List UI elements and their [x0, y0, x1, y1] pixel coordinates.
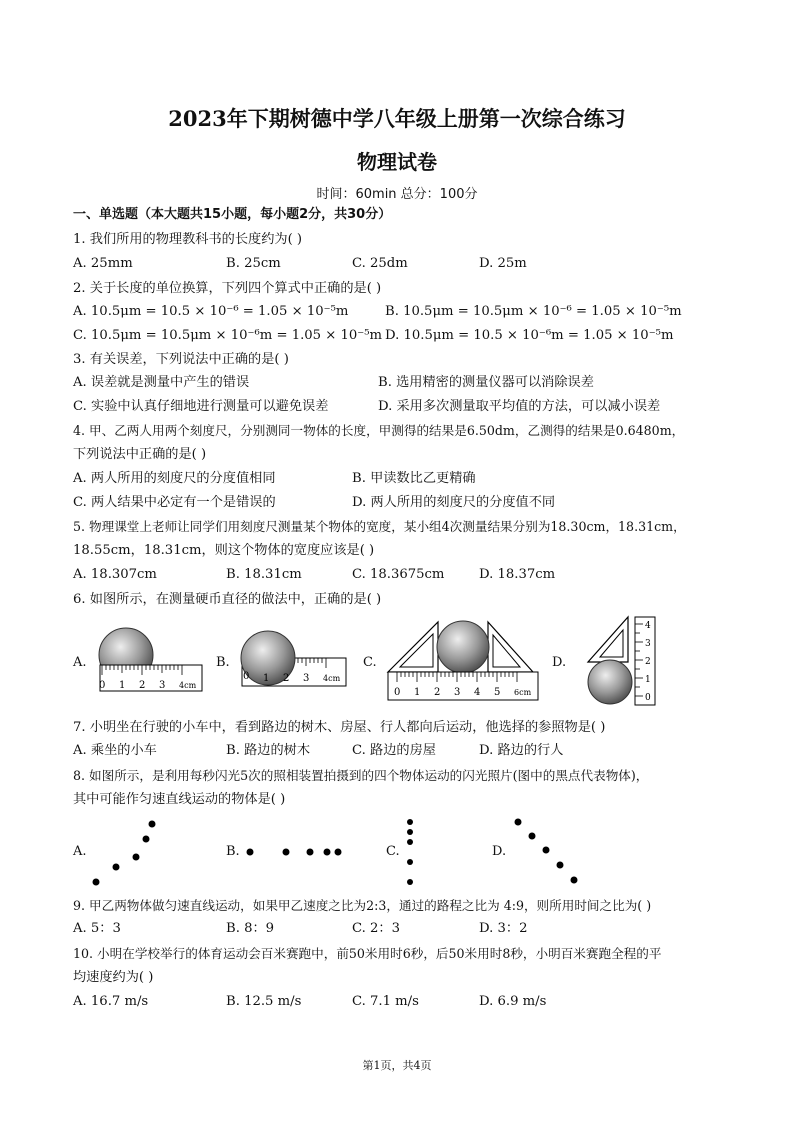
- q1-option-a: A. 25mm: [73, 256, 133, 271]
- q10-option-c: C. 7.1 m/s: [352, 994, 419, 1009]
- q6-figure-d: [583, 612, 663, 707]
- ruler-a-tick-1: 1: [119, 680, 126, 691]
- q8-label-d: D.: [492, 844, 507, 859]
- q3-option-a: A. 误差就是测量中产生的错误: [73, 375, 250, 390]
- ruler-c-tick-2: 2: [434, 687, 441, 698]
- q6-label-d: D.: [552, 655, 567, 670]
- exam-subtitle: 物理试卷: [357, 150, 437, 174]
- ruler-d-tick-1: 1: [645, 675, 651, 685]
- q6-label-b: B.: [216, 655, 230, 670]
- q2-option-b: B. 10.5μm = 10.5μm × 10⁻⁶ = 1.05 × 10⁻⁵m: [385, 304, 682, 319]
- q6-figure-a: [96, 625, 206, 695]
- q10-stem-2: 均速度约为( ): [73, 970, 154, 985]
- ruler-a-tick-2: 2: [139, 680, 146, 691]
- q7-option-d: D. 路边的行人: [479, 743, 564, 758]
- q6-label-c: C.: [363, 655, 377, 670]
- q5-option-b: B. 18.31cm: [226, 567, 302, 582]
- ruler-b-tick-0: 0: [243, 671, 250, 682]
- q4-option-c: C. 两人结果中必定有一个是错误的: [73, 495, 276, 510]
- q1-option-c: C. 25dm: [352, 256, 408, 271]
- ruler-c-tick-5: 5: [494, 687, 501, 698]
- q3-option-d: D. 采用多次测量取平均值的方法，可以减小误差: [378, 399, 661, 414]
- ruler-b-tick-2: 2: [283, 673, 290, 684]
- q10-stem-1: 10. 小明在学校举行的体育运动会百米赛跑中，前50米用时6秒，后50米用时8秒，小明百米赛跑全程的平: [73, 946, 662, 961]
- ruler-d-tick-0: 0: [645, 693, 651, 703]
- ruler-c-tick-4: 4: [474, 687, 481, 698]
- q8-dots-d: [508, 812, 588, 892]
- ruler-d-tick-4: 4: [645, 621, 651, 631]
- q4-option-d: D. 两人所用的刻度尺的分度值不同: [352, 495, 556, 510]
- ruler-c-tick-1: 1: [414, 687, 421, 698]
- q5-option-a: A. 18.307cm: [73, 567, 157, 582]
- q8-stem-1: 8. 如图所示，是利用每秒闪光5次的照相装置拍摄到的四个物体运动的闪光照片(图中的黑点代表物体)，: [73, 768, 649, 783]
- q3-option-b: B. 选用精密的测量仪器可以消除误差: [378, 375, 594, 390]
- ruler-b-tick-3: 3: [303, 673, 310, 684]
- ruler-a-tick-0: 0: [99, 680, 106, 691]
- q8-dots-c: [400, 812, 420, 892]
- ruler-d-tick-3: 3: [645, 639, 651, 649]
- q1-option-d: D. 25m: [479, 256, 527, 271]
- q9-option-c: C. 2：3: [352, 921, 400, 936]
- q6-label-a: A.: [73, 655, 87, 670]
- ruler-d-tick-2: 2: [645, 657, 651, 667]
- q6-figure-c: [383, 617, 543, 702]
- q10-option-b: B. 12.5 m/s: [226, 994, 302, 1009]
- q4-stem-1: 4. 甲、乙两人用两个刻度尺，分别测同一物体的长度，甲测得的结果是6.50dm，乙测得的结果是0.6480m，: [73, 423, 685, 438]
- q4-option-a: A. 两人所用的刻度尺的分度值相同: [73, 471, 276, 486]
- q1-option-b: B. 25cm: [226, 256, 281, 271]
- q8-label-b: B.: [226, 844, 240, 859]
- q9-option-a: A. 5：3: [73, 921, 121, 936]
- q6-stem: 6. 如图所示，在测量硬币直径的做法中，正确的是( ): [73, 592, 382, 607]
- q7-option-a: A. 乘坐的小车: [73, 743, 157, 758]
- section-heading: 一、单选题（本大题共15小题，每小题2分，共30分）: [73, 207, 392, 222]
- q10-option-a: A. 16.7 m/s: [73, 994, 149, 1009]
- q8-label-c: C.: [386, 844, 400, 859]
- q3-option-c: C. 实验中认真仔细地进行测量可以避免误差: [73, 399, 329, 414]
- q3-stem: 3. 有关误差，下列说法中正确的是( ): [73, 352, 289, 367]
- q5-option-c: C. 18.3675cm: [352, 567, 445, 582]
- q2-stem: 2. 关于长度的单位换算，下列四个算式中正确的是( ): [73, 281, 382, 296]
- q8-label-a: A.: [73, 844, 87, 859]
- q2-option-c: C. 10.5μm = 10.5μm × 10⁻⁶m = 1.05 × 10⁻⁵m: [73, 328, 383, 343]
- q7-option-c: C. 路边的房屋: [352, 743, 436, 758]
- q2-option-d: D. 10.5μm = 10.5 × 10⁻⁶m = 1.05 × 10⁻⁵m: [385, 328, 674, 343]
- ruler-a-tick-4: 4cm: [179, 681, 197, 690]
- exam-meta: 时间：60min 总分：100分: [316, 187, 478, 202]
- q5-option-d: D. 18.37cm: [479, 567, 556, 582]
- page-footer: 第1页，共4页: [362, 1059, 432, 1072]
- q8-dots-a: [90, 812, 170, 892]
- q9-option-d: D. 3：2: [479, 921, 528, 936]
- exam-title: 2023年下期树德中学八年级上册第一次综合练习: [168, 106, 626, 131]
- q8-dots-b: [240, 842, 350, 862]
- q9-stem: 9. 甲乙两物体做匀速直线运动，如果甲乙速度之比为2:3，通过的路程之比为 4:9，则所用时间之比为( ): [73, 898, 652, 913]
- q7-stem: 7. 小明坐在行驶的小车中，看到路边的树木、房屋、行人都向后运动，他选择的参照物是( ): [73, 720, 606, 735]
- q4-option-b: B. 甲读数比乙更精确: [352, 471, 476, 486]
- ruler-c-tick-3: 3: [454, 687, 461, 698]
- ruler-b-tick-4: 4cm: [323, 674, 341, 683]
- q10-option-d: D. 6.9 m/s: [479, 994, 547, 1009]
- ruler-c-tick-0: 0: [394, 687, 401, 698]
- ruler-a-tick-3: 3: [159, 680, 166, 691]
- q6-figure-b: [238, 628, 350, 690]
- q8-stem-2: 其中可能作匀速直线运动的物体是( ): [73, 792, 286, 807]
- q7-option-b: B. 路边的树木: [226, 743, 311, 758]
- ruler-c-tick-6: 6cm: [514, 688, 532, 697]
- q4-stem-2: 下列说法中正确的是( ): [73, 447, 207, 462]
- q5-stem-1: 5. 物理课堂上老师让同学们用刻度尺测量某个物体的宽度，某小组4次测量结果分别为18.30cm，18.31cm，: [73, 519, 686, 534]
- q2-option-a: A. 10.5μm = 10.5 × 10⁻⁶ = 1.05 × 10⁻⁵m: [73, 304, 349, 319]
- q1-stem: 1. 我们所用的物理教科书的长度约为( ): [73, 232, 303, 247]
- q9-option-b: B. 8：9: [226, 921, 275, 936]
- q5-stem-2: 18.55cm，18.31cm，则这个物体的宽度应该是( ): [73, 543, 375, 558]
- ruler-b-tick-1: 1: [263, 673, 270, 684]
